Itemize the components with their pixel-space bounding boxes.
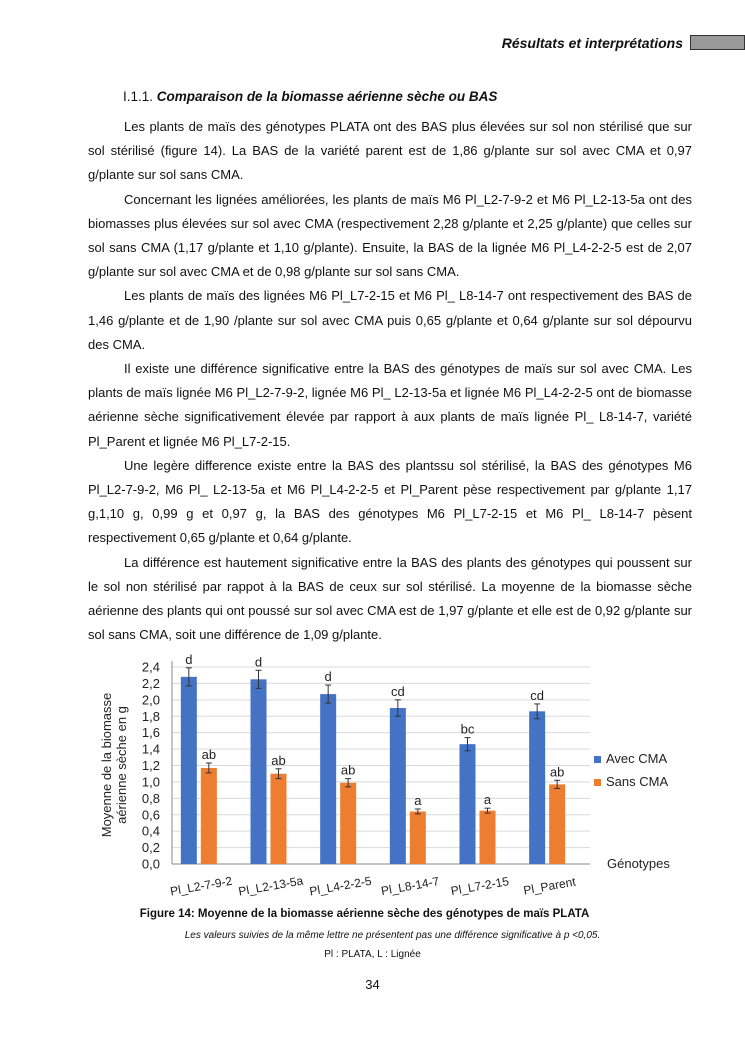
- legend-label: Avec CMA: [606, 751, 668, 766]
- y-tick-label: 2,4: [141, 659, 160, 675]
- y-tick-label: 0,0: [141, 856, 160, 872]
- paragraph: La différence est hautement significative entre la BAS des plants des génotypes qui poussent sur le sol non stérilisé par rappot à la BAS de ceux sur sol stérilisé. La moyenne de la biomasse sèche aérienne des plants qui ont poussé sur sol avec CMA est de 1,97 g/plante et elle est de 0,92 g/plante sur sol sans CMA, soit une différence de 1,09 g/plante.: [88, 554, 692, 643]
- bar-avec-cma: [181, 677, 197, 864]
- x-tick-label: Pl_L7-2-15: [449, 874, 510, 899]
- x-tick-label: Pl_L4-2-2-5: [308, 873, 373, 899]
- section-number: I.1.1.: [123, 89, 154, 104]
- y-tick-label: 0,2: [141, 840, 160, 856]
- paragraph: Concernant les lignées améliorées, les plants de maïs M6 Pl_L2-7-9-2 et M6 Pl_L2-13-5a ont des biomasses plus élevées sur sol avec CMA (respectivement 2,28 g/plante et 2,25 g/plante) que celles sur sol sans CMA (1,17 g/plante et 1,10 g/plante). Ensuite, la BAS de la lignée M6 Pl_L4-2-2-5 est de 2,07 g/plante sur sol avec CMA et de 0,98 g/plante sur sol sans CMA.: [88, 191, 692, 280]
- bar-sans-cma: [201, 768, 217, 864]
- x-tick-label: Pl_L2-7-9-2: [169, 873, 234, 899]
- bar-sans-cma: [271, 774, 287, 864]
- y-axis-label: Moyenne de la biomasseaérienne sèche en g: [99, 692, 129, 838]
- bar-chart: [0, 640, 745, 905]
- significance-label: d: [324, 669, 332, 685]
- legend-swatch: [594, 756, 601, 763]
- x-tick-label: Pl_Parent: [522, 874, 577, 898]
- figure-caption: Figure 14: Moyenne de la biomasse aérienne sèche des génotypes de maïs PLATA: [139, 908, 590, 920]
- header-decoration: [690, 35, 745, 50]
- y-tick-label: 2,2: [141, 675, 160, 691]
- bar-sans-cma: [410, 811, 426, 864]
- bar-avec-cma: [460, 744, 476, 864]
- figure-note: Les valeurs suivies de la même lettre ne présentent pas une différence significative à p <0,05.: [184, 930, 601, 941]
- significance-label: d: [185, 651, 193, 667]
- significance-label: cd: [390, 683, 405, 699]
- y-tick-label: 1,4: [141, 741, 160, 757]
- legend-swatch: [594, 779, 601, 786]
- significance-label: cd: [530, 687, 545, 703]
- section-heading: [123, 89, 497, 104]
- bar-sans-cma: [480, 811, 496, 864]
- significance-label: ab: [201, 747, 217, 763]
- y-tick-label: 0,6: [141, 807, 160, 823]
- paragraph: Les plants de maïs des lignées M6 Pl_L7-2-15 et M6 Pl_ L8-14-7 ont respectivement des BAS de 1,46 g/plante et de 1,90 /plante sur sol avec CMA puis 0,65 g/plante et 0,64 g/plante sur sol dépourvu des CMA.: [88, 288, 692, 352]
- page-number: 34: [365, 977, 380, 992]
- figure-abbreviations: Pl : PLATA, L : Lignée: [324, 949, 421, 960]
- legend-label: Sans CMA: [606, 774, 669, 789]
- significance-label: a: [414, 793, 422, 809]
- x-axis-label: Génotypes: [607, 856, 670, 871]
- significance-label: bc: [460, 721, 475, 737]
- bar-avec-cma: [529, 711, 545, 864]
- bar-sans-cma: [340, 783, 356, 864]
- paragraph: Il existe une différence significative entre la BAS des génotypes de maïs sur sol avec CMA. Les plants de maïs lignée M6 Pl_L2-7-9-2, lignée M6 Pl_ L2-13-5a et lignée M6 Pl_L4-2-2-5 ont de biomasse aérienne sèche significativement élevée par rapport à aux plants de maïs lignée Pl_ L8-14-7, variété Pl_Parent et lignée M6 Pl_L7-2-15.: [88, 361, 692, 449]
- paragraph: Les plants de maïs des génotypes PLATA ont des BAS plus élevées sur sol non stérilisé que sur sol stérilisé (figure 14). La BAS de la variété parent est de 1,86 g/plante sur sol avec CMA et 0,97 g/plante sur sol sans CMA.: [88, 119, 692, 183]
- y-tick-label: 1,0: [141, 774, 160, 790]
- bar-avec-cma: [390, 708, 406, 864]
- x-tick-label: Pl_L8-14-7: [380, 874, 441, 899]
- y-tick-label: 1,6: [141, 725, 160, 741]
- section-title: Comparaison de la biomasse aérienne sèche ou BAS: [156, 89, 498, 104]
- running-header: Résultats et interprétations: [501, 35, 683, 51]
- y-tick-label: 1,8: [141, 708, 160, 724]
- bar-avec-cma: [320, 694, 336, 864]
- significance-label: ab: [549, 764, 565, 780]
- y-tick-label: 2,0: [141, 692, 160, 708]
- y-tick-label: 1,2: [141, 758, 160, 773]
- bar-avec-cma: [251, 679, 267, 864]
- y-tick-label: 0,8: [141, 790, 160, 806]
- bar-sans-cma: [549, 784, 565, 864]
- paragraph: Une legère difference existe entre la BAS des plantssu sol stérilisé, la BAS des génotypes M6 Pl_L2-7-9-2, M6 Pl_ L2-13-5a et M6 Pl_L4-2-2-5 et Pl_Parent pèse respectivement par g/plante 1,17 g,1,10 g, 0,99 g et 0,97 g, la BAS des génotypes M6 Pl_L7-2-15 et M6 Pl_ L8-14-7 pèsent respectivement 0,65 g/plante et 0,64 g/plante.: [88, 457, 692, 546]
- x-tick-label: Pl_L2-13-5a: [237, 873, 305, 899]
- significance-label: a: [483, 792, 492, 808]
- significance-label: d: [254, 654, 263, 670]
- significance-label: ab: [340, 762, 356, 778]
- significance-label: ab: [271, 752, 286, 768]
- y-tick-label: 0,4: [141, 823, 160, 839]
- body-text: [88, 115, 692, 647]
